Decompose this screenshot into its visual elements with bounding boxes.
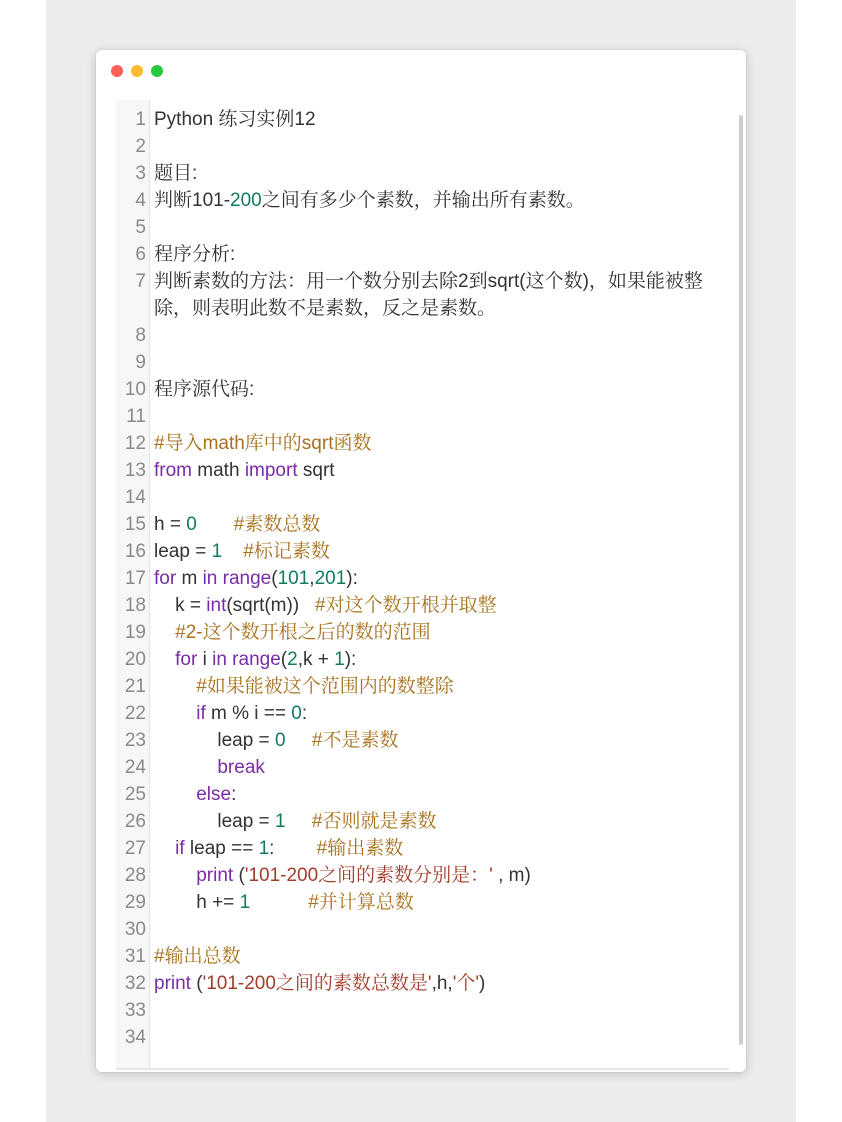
code-line — [116, 484, 736, 511]
code-token: 1 — [211, 541, 223, 562]
code-text — [146, 808, 736, 835]
code-token: sqrt — [297, 460, 335, 481]
line-number: 28 — [124, 865, 146, 886]
code-text — [146, 538, 736, 565]
code-token: range — [222, 568, 272, 589]
code-token: #否则就是素数 — [311, 811, 437, 832]
line-number: 25 — [124, 784, 146, 805]
code-text — [146, 268, 736, 322]
code-token: #输出总数 — [154, 946, 241, 967]
code-token: '个' — [452, 973, 479, 994]
code-line — [116, 943, 736, 970]
code-token: ( — [233, 865, 245, 886]
code-text — [146, 700, 736, 727]
code-token: print — [154, 973, 191, 994]
line-number: 10 — [124, 379, 146, 400]
line-number: 22 — [124, 703, 146, 724]
code-token — [154, 622, 175, 643]
code-line — [116, 889, 736, 916]
code-token: for — [175, 649, 198, 670]
code-text — [146, 889, 736, 916]
code-text — [146, 484, 736, 511]
code-text — [146, 565, 736, 592]
code-token: m % i == — [205, 703, 292, 724]
code-token: leap = — [154, 541, 212, 562]
line-number: 17 — [124, 568, 146, 589]
line-number: 32 — [124, 973, 146, 994]
code-line — [116, 511, 736, 538]
line-number: 30 — [124, 919, 146, 940]
code-token: 1 — [258, 838, 270, 859]
code-text — [146, 781, 736, 808]
code-text — [146, 322, 736, 349]
code-token: k = — [154, 595, 207, 616]
code-line — [116, 565, 736, 592]
code-token — [154, 676, 196, 697]
code-token — [154, 865, 196, 886]
code-line — [116, 349, 736, 376]
line-number: 8 — [135, 325, 146, 346]
code-token: math — [192, 460, 245, 481]
code-line — [116, 727, 736, 754]
code-token — [286, 811, 312, 832]
line-number: 5 — [135, 217, 146, 238]
code-line — [116, 754, 736, 781]
code-token: , m) — [492, 865, 531, 886]
code-token: #输出素数 — [316, 838, 404, 859]
code-line — [116, 592, 736, 619]
code-token: h = — [154, 514, 187, 535]
code-token: if — [196, 703, 206, 724]
code-line — [116, 916, 736, 943]
line-number: 15 — [124, 514, 146, 535]
line-number: 7 — [135, 271, 146, 292]
code-line — [116, 538, 736, 565]
code-text — [146, 430, 736, 457]
code-token — [154, 703, 196, 724]
code-token: #对这个数开根并取整 — [315, 595, 497, 616]
maximize-button[interactable] — [151, 65, 163, 77]
code-token: (sqrt(m)) — [226, 595, 316, 616]
line-number: 27 — [124, 838, 146, 859]
code-token: 程序分析: — [154, 244, 236, 265]
code-text — [146, 403, 736, 430]
code-token — [286, 730, 312, 751]
code-token: if — [175, 838, 185, 859]
code-line — [116, 1024, 736, 1051]
code-token: from — [154, 460, 192, 481]
code-token — [222, 541, 243, 562]
line-number: 12 — [124, 433, 146, 454]
line-number: 19 — [124, 622, 146, 643]
code-token: : — [231, 784, 237, 805]
code-token: ): — [346, 568, 358, 589]
code-text — [146, 457, 736, 484]
code-token — [154, 757, 217, 778]
code-token: 程序源代码: — [154, 379, 255, 400]
code-token: leap == — [184, 838, 259, 859]
code-token — [197, 514, 234, 535]
code-token: ) — [478, 973, 486, 994]
code-token: #并计算总数 — [308, 892, 414, 913]
line-number: 3 — [135, 163, 146, 184]
code-text — [146, 646, 736, 673]
code-token: 0 — [291, 703, 302, 724]
code-token: in — [202, 568, 218, 589]
code-token: : — [269, 838, 317, 859]
code-text — [146, 106, 736, 133]
code-text — [146, 160, 736, 187]
code-token: ,h, — [431, 973, 453, 994]
code-token: : — [301, 703, 308, 724]
code-token: #2-这个数开根之后的数的范围 — [175, 622, 431, 643]
close-button[interactable] — [111, 65, 123, 77]
code-line — [116, 673, 736, 700]
code-text — [146, 619, 736, 646]
code-token: ( — [271, 568, 278, 589]
code-token: 101 — [277, 568, 310, 589]
code-editor[interactable] — [116, 100, 746, 1072]
code-token: 1 — [334, 649, 345, 670]
line-number: 24 — [124, 757, 146, 778]
code-text — [146, 970, 736, 997]
code-line — [116, 133, 736, 160]
code-token: 1 — [239, 892, 251, 913]
code-lines — [116, 106, 736, 1051]
editor-bottom-edge — [116, 1068, 729, 1070]
code-token: print — [196, 865, 234, 886]
code-token: break — [217, 757, 265, 778]
code-token: ( — [280, 649, 288, 670]
line-number: 33 — [124, 1000, 146, 1021]
code-text — [146, 511, 736, 538]
code-line — [116, 700, 736, 727]
code-text — [146, 241, 736, 268]
code-token: for — [154, 568, 177, 589]
code-line — [116, 862, 736, 889]
code-line — [116, 997, 736, 1024]
code-token — [154, 838, 175, 859]
code-line — [116, 106, 736, 133]
code-token: #标记素数 — [243, 541, 330, 562]
line-number: 23 — [124, 730, 146, 751]
line-number: 6 — [135, 244, 146, 265]
code-text — [146, 754, 736, 781]
line-number: 9 — [135, 352, 146, 373]
code-token: h += — [154, 892, 240, 913]
code-text — [146, 916, 736, 943]
line-number: 31 — [124, 946, 146, 967]
code-token: m — [176, 568, 203, 589]
line-number: 34 — [124, 1027, 146, 1048]
code-line — [116, 970, 736, 997]
code-line — [116, 808, 736, 835]
code-line — [116, 457, 736, 484]
code-token: leap = — [154, 811, 275, 832]
code-token: 0 — [274, 730, 286, 751]
code-line — [116, 781, 736, 808]
code-token: 200 — [230, 190, 262, 211]
code-token: 201 — [314, 568, 347, 589]
code-token: #素数总数 — [233, 514, 321, 535]
code-token: import — [244, 460, 298, 481]
code-text — [146, 727, 736, 754]
code-token: 判断素数的方法：用一个数分别去除2到sqrt(这个数)，如果能被整除，则表明此数不是素数，反之是素数。 — [154, 271, 703, 319]
code-text — [146, 376, 736, 403]
code-token: leap = — [154, 730, 275, 751]
code-line — [116, 430, 736, 457]
code-line — [116, 268, 736, 322]
code-token: range — [232, 649, 281, 670]
code-text — [146, 133, 736, 160]
code-text — [146, 997, 736, 1024]
window-titlebar — [96, 50, 746, 94]
code-token — [250, 892, 308, 913]
line-number: 11 — [126, 406, 146, 427]
code-token — [154, 784, 196, 805]
code-line — [116, 646, 736, 673]
code-text — [146, 214, 736, 241]
code-text — [146, 943, 736, 970]
code-text — [146, 862, 736, 889]
code-token: else — [196, 784, 232, 805]
code-line — [116, 835, 736, 862]
code-token — [154, 649, 175, 670]
code-line — [116, 187, 736, 214]
code-text — [146, 835, 736, 862]
line-number: 14 — [124, 487, 146, 508]
code-line — [116, 241, 736, 268]
code-text — [146, 187, 736, 214]
code-token: 1 — [274, 811, 286, 832]
code-line — [116, 376, 736, 403]
code-token: #不是素数 — [311, 730, 399, 751]
vertical-scrollbar[interactable] — [739, 115, 743, 1045]
line-number: 26 — [124, 811, 146, 832]
line-number: 1 — [135, 109, 146, 130]
code-text — [146, 1024, 736, 1051]
line-number: 2 — [135, 136, 146, 157]
line-number: 21 — [124, 676, 146, 697]
code-token: Python 练习实例12 — [154, 109, 316, 130]
code-token: in — [212, 649, 227, 670]
line-number: 13 — [124, 460, 146, 481]
code-line — [116, 322, 736, 349]
code-token: '101-200之间的素数总数是' — [202, 973, 432, 994]
code-text — [146, 592, 736, 619]
code-token: i — [197, 649, 213, 670]
code-line — [116, 214, 736, 241]
code-token: #导入math库中的sqrt函数 — [154, 433, 372, 454]
line-number: 4 — [135, 190, 146, 211]
code-token: , — [309, 568, 315, 589]
code-token: ): — [344, 649, 357, 670]
code-token: ,k + — [297, 649, 335, 670]
code-token: 2 — [287, 649, 298, 670]
line-number: 29 — [124, 892, 146, 913]
code-token: 之间有多少个素数，并输出所有素数。 — [261, 190, 585, 211]
code-token: '101-200之间的素数分别是：' — [244, 865, 493, 886]
code-line — [116, 403, 736, 430]
code-line — [116, 619, 736, 646]
code-token: int — [206, 595, 227, 616]
line-number: 20 — [124, 649, 146, 670]
code-window — [96, 50, 746, 1072]
code-token: #如果能被这个范围内的数整除 — [196, 676, 454, 697]
line-number: 16 — [124, 541, 146, 562]
code-token: 判断101- — [154, 190, 231, 211]
line-number: 18 — [124, 595, 146, 616]
code-token: ( — [190, 973, 203, 994]
code-token: 题目: — [154, 163, 198, 184]
code-line — [116, 160, 736, 187]
code-text — [146, 349, 736, 376]
code-text — [146, 673, 736, 700]
minimize-button[interactable] — [131, 65, 143, 77]
code-token: 0 — [186, 514, 197, 535]
